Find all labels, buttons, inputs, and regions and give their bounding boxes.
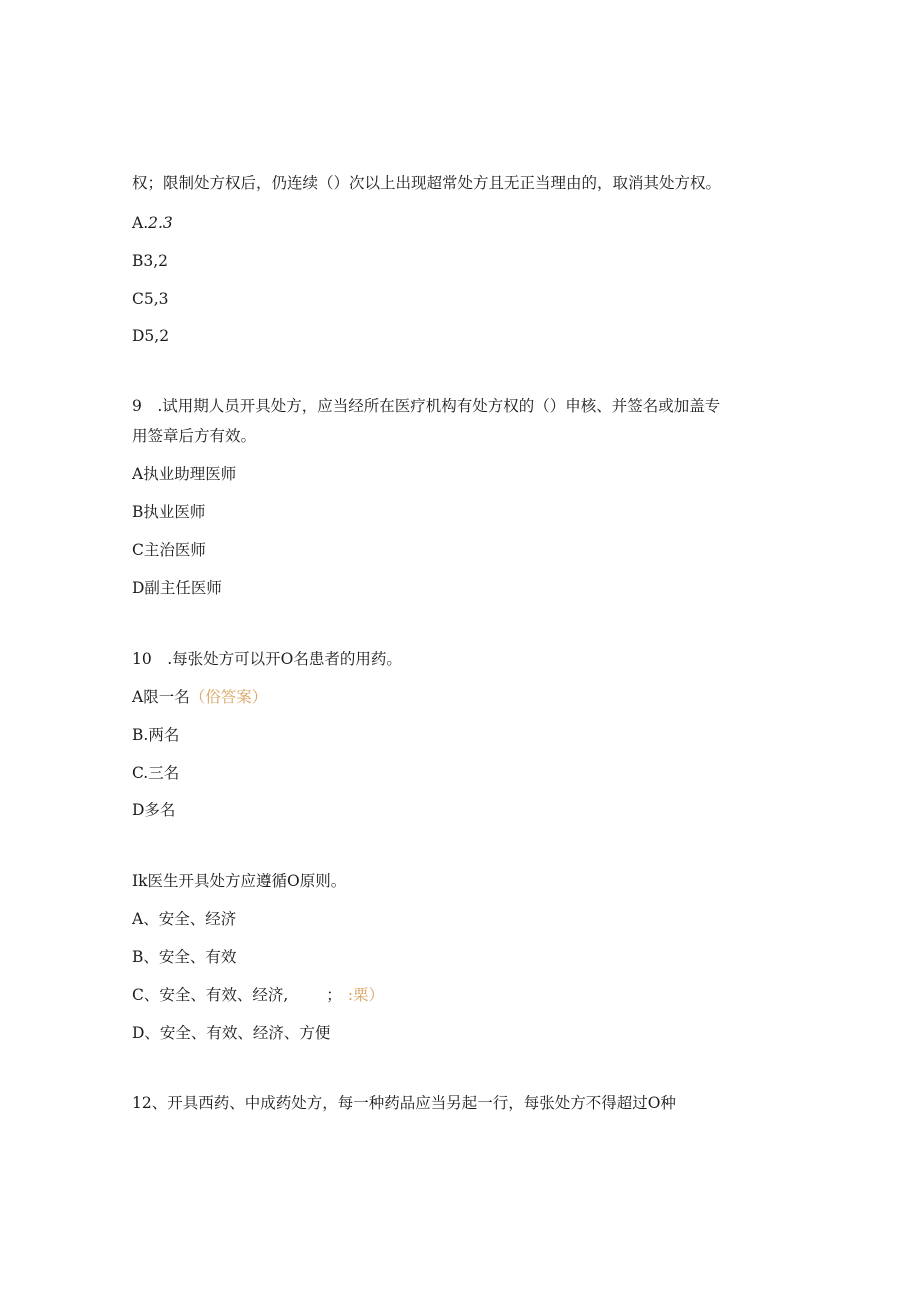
q11-answer-annotation: :栗） (347, 986, 385, 1004)
q10-answer-annotation: （俗答案） (189, 688, 268, 706)
q9-stem-line1: 9 .试用期人员开具处方，应当经所在医疗机构有处方权的（）申核、并签名或加盖专 (132, 397, 721, 415)
q11-option-c (132, 985, 384, 1005)
q9-option-b: B执业医师 (132, 503, 206, 521)
q10-option-a-text: A限一名 (132, 688, 190, 706)
q12-stem: 12、开具西药、中成药处方，每一种药品应当另起一行，每张处方不得超过O种 (132, 1094, 676, 1112)
q8-stem-continuation: 权；限制处方权后，仍连续（）次以上出现超常处方且无正当理由的，取消其处方权。 (132, 174, 722, 192)
q8-option-a-value: 2.3 (148, 214, 173, 232)
q9-option-d: D副主任医师 (132, 579, 222, 597)
q11-option-a: A、安全、经济 (132, 910, 237, 928)
q10-option-b: B.两名 (132, 726, 180, 744)
q11-annotation-mark: ； (326, 986, 342, 1004)
q9-option-a: A执业助理医师 (132, 465, 237, 483)
q8-option-b: B3,2 (132, 252, 169, 270)
q11-stem: Ik医生开具处方应遵循O原则。 (132, 872, 347, 890)
q11-option-b: B、安全、有效 (132, 948, 237, 966)
q11-option-d: D、安全、有效、经济、方便 (132, 1024, 331, 1042)
q8-option-d: D5,2 (132, 327, 170, 345)
q9-stem-line2: 用签章后方有效。 (132, 427, 257, 445)
q8-option-a (132, 213, 173, 233)
q8-option-a-prefix: A. (132, 214, 149, 232)
q11-option-c-text: C、安全、有效、经济, (132, 986, 289, 1004)
q10-stem: 10 .每张处方可以开O名患者的用药。 (132, 650, 402, 668)
q10-option-a (132, 687, 267, 707)
q9-option-c: C主治医师 (132, 541, 206, 559)
q10-option-c: C.三名 (132, 764, 180, 782)
q8-option-c: C5,3 (132, 290, 169, 308)
q10-option-d: D多名 (132, 801, 176, 819)
